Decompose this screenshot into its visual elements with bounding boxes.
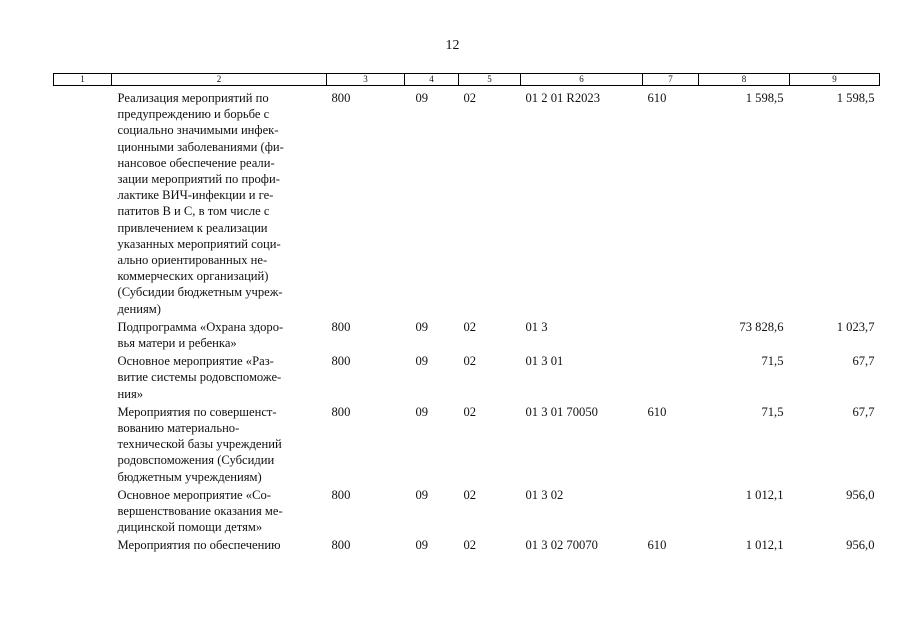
row-name-text: Мероприятия по обеспечению	[117, 538, 281, 553]
header-col-6: 6	[521, 74, 643, 86]
cell-col-8: 1 012,1	[745, 538, 784, 553]
row-name-text: Реализация мероприятий по предупреждению и борьбе с социально значимыми инфек- ционными заболеваниями (фи- нансовое обеспечение реали- зации мероприятий по профи- лактике ВИЧ-инфекции и ге- патитов В и С, в том числе с привлечением к реализации указанных мероприятий соци- ально ориентированных не- коммерческих организаций) (Субсидии бюджетным учреж- дениям)	[117, 91, 284, 316]
cell-col-4: 09	[415, 487, 429, 502]
cell-col-7: 610	[647, 91, 667, 105]
cell-col-5: 02	[463, 538, 477, 553]
cell-name	[112, 535, 327, 553]
header-col-3: 3	[327, 74, 405, 86]
table-row	[54, 485, 880, 536]
cell-col-3: 800	[331, 354, 351, 369]
cell-col-5: 02	[463, 487, 477, 502]
cell-col-1	[54, 402, 112, 485]
cell-col-9: 1 598,5	[836, 91, 875, 105]
cell-col-4: 09	[415, 538, 429, 553]
header-col-2: 2	[112, 74, 327, 86]
header-col-1: 1	[54, 74, 112, 86]
cell-col-8: 71,5	[761, 354, 784, 369]
header-col-8: 8	[699, 74, 790, 86]
cell-col-9: 956,0	[846, 487, 875, 502]
cell-col-7	[643, 351, 699, 402]
table-row	[54, 402, 880, 485]
cell-col-6: 01 2 01 R2023	[525, 91, 601, 105]
table-row	[54, 351, 880, 402]
cell-col-8: 1 598,5	[745, 91, 784, 105]
cell-col-9: 1 023,7	[836, 319, 875, 334]
cell-col-4: 09	[415, 404, 429, 419]
header-row	[54, 74, 880, 86]
cell-col-3: 800	[331, 538, 351, 553]
cell-col-1	[54, 351, 112, 402]
cell-col-1	[54, 485, 112, 536]
cell-col-8: 1 012,1	[745, 487, 784, 502]
cell-col-7	[643, 485, 699, 536]
cell-col-8: 73 828,6	[739, 319, 784, 334]
budget-table	[53, 73, 880, 554]
header-col-4: 4	[405, 74, 459, 86]
cell-col-3: 800	[331, 319, 351, 334]
cell-col-1	[54, 86, 112, 317]
cell-name	[112, 351, 327, 402]
cell-name	[112, 317, 327, 351]
cell-name	[112, 86, 327, 317]
cell-col-1	[54, 535, 112, 553]
header-col-5: 5	[459, 74, 521, 86]
row-name-text: Подпрограмма «Охрана здоро- вья матери и ребенка»	[117, 319, 284, 351]
cell-col-4: 09	[415, 91, 429, 105]
cell-col-4: 09	[415, 319, 429, 334]
header-col-9: 9	[790, 74, 880, 86]
cell-col-5: 02	[463, 354, 477, 369]
cell-col-1	[54, 317, 112, 351]
cell-col-6: 01 3 02	[525, 487, 564, 502]
cell-col-5: 02	[463, 91, 477, 105]
table-row	[54, 317, 880, 351]
cell-col-7	[643, 317, 699, 351]
page-number: 12	[445, 38, 460, 53]
cell-col-3: 800	[331, 404, 351, 419]
cell-col-6: 01 3 01	[525, 354, 564, 369]
row-name-text: Основное мероприятие «Со- вершенствование оказания ме- дицинской помощи детям»	[117, 487, 283, 535]
cell-col-9: 956,0	[846, 538, 875, 553]
row-name-text: Основное мероприятие «Раз- витие системы родовспоможе- ния»	[117, 354, 282, 401]
table-body	[54, 86, 880, 554]
table-row	[54, 86, 880, 317]
cell-col-5: 02	[463, 319, 477, 334]
cell-col-9: 67,7	[852, 354, 875, 369]
cell-col-6: 01 3 02 70070	[525, 538, 598, 553]
cell-col-6: 01 3	[525, 319, 548, 334]
table-row	[54, 535, 880, 553]
cell-name	[112, 402, 327, 485]
row-name-text: Мероприятия по совершенст- вованию материально- технической базы учреждений родовспоможения (Субсидии бюджетным учреждениям)	[117, 404, 282, 484]
cell-col-5: 02	[463, 404, 477, 419]
cell-col-6: 01 3 01 70050	[525, 404, 598, 419]
cell-col-3: 800	[331, 487, 351, 502]
cell-col-7: 610	[647, 404, 667, 419]
cell-col-4: 09	[415, 354, 429, 369]
header-col-7: 7	[643, 74, 699, 86]
cell-col-3: 800	[331, 91, 351, 105]
cell-col-9: 67,7	[852, 404, 875, 419]
cell-col-8: 71,5	[761, 404, 784, 419]
cell-col-7: 610	[647, 538, 667, 553]
cell-name	[112, 485, 327, 536]
table-header	[54, 74, 880, 86]
